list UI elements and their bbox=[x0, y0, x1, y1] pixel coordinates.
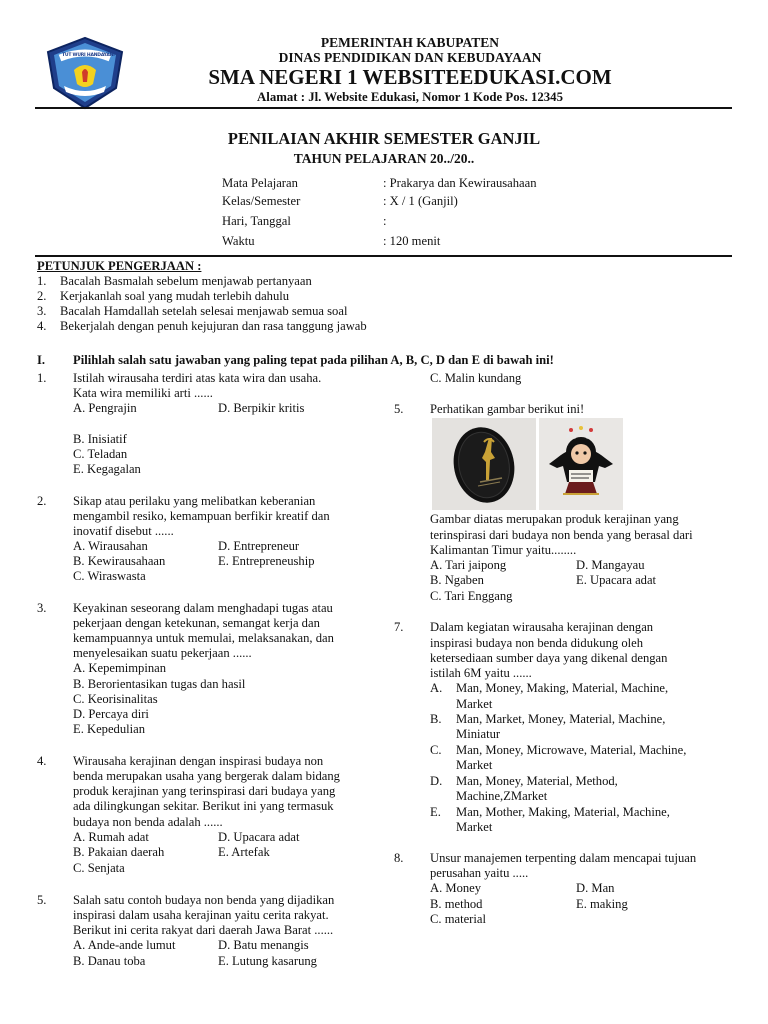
option-d[interactable]: Man, Money, Material, Method, bbox=[456, 774, 618, 788]
option-d[interactable]: D. Entrepreneur bbox=[218, 539, 300, 553]
question-text: kemampuannya untuk memulai, melaksanakan, dan bbox=[73, 631, 334, 645]
section-instruction: Pilihlah salah satu jawaban yang paling tepat pada pilihan A, B, C, D dan E di bawah ini! bbox=[73, 353, 554, 367]
option-a[interactable]: A. Rumah adat bbox=[73, 830, 149, 844]
doll-souvenir-icon bbox=[539, 418, 623, 510]
option-a[interactable]: A. Ande-ande lumut bbox=[73, 938, 176, 952]
souvenir-photo-1 bbox=[432, 418, 536, 510]
info-value: : 120 menit bbox=[383, 234, 441, 248]
option-c[interactable]: Man, Money, Microwave, Material, Machine, bbox=[456, 743, 687, 757]
option-letter: C. bbox=[430, 743, 442, 757]
option-b-cont[interactable]: Miniatur bbox=[456, 727, 501, 741]
question-text: produk kerajinan yang terinspirasi dari budaya yang bbox=[73, 784, 336, 798]
option-e[interactable]: E. Kepedulian bbox=[73, 722, 146, 736]
question-text: inovatif disebut ...... bbox=[73, 524, 174, 538]
option-e[interactable]: E. Upacara adat bbox=[576, 573, 657, 587]
list-item: Bacalah Basmalah sebelum menjawab pertanyaan bbox=[60, 274, 312, 288]
info-label: Hari, Tanggal bbox=[222, 214, 291, 228]
header-rule bbox=[35, 107, 732, 109]
question-text: inspirasi dalam usaha kerajinan yaitu cerita rakyat. bbox=[73, 908, 329, 922]
option-c[interactable]: C. Tari Enggang bbox=[430, 589, 513, 603]
option-c[interactable]: C. Keorisinalitas bbox=[73, 692, 158, 706]
option-letter: E. bbox=[430, 805, 441, 819]
question-text: Istilah wirausaha terdiri atas kata wira dan usaha. bbox=[73, 371, 322, 385]
option-b[interactable]: B. Inisiatif bbox=[73, 432, 127, 446]
oval-souvenir-icon bbox=[432, 418, 536, 510]
option-c[interactable]: C. Teladan bbox=[73, 447, 128, 461]
list-item: Bekerjalah dengan penuh kejujuran dan rasa tanggung jawab bbox=[60, 319, 367, 333]
school-address: Alamat : Jl. Website Edukasi, Nomor 1 Kode Pos. 12345 bbox=[257, 90, 563, 104]
option-b[interactable]: B. Ngaben bbox=[430, 573, 484, 587]
question-number: 2. bbox=[37, 494, 47, 508]
option-b[interactable]: B. method bbox=[430, 897, 483, 911]
question-text: budaya non benda adalah ...... bbox=[73, 815, 223, 829]
option-b[interactable]: Man, Market, Money, Material, Machine, bbox=[456, 712, 666, 726]
option-e[interactable]: E. Entrepreneuship bbox=[218, 554, 315, 568]
question-text: istilah 6M yaitu ...... bbox=[430, 666, 532, 680]
question-number: 5. bbox=[394, 402, 404, 416]
question-text: perusahan yaitu ..... bbox=[430, 866, 529, 880]
list-item: Kerjakanlah soal yang mudah terlebih dahulu bbox=[60, 289, 290, 303]
option-b[interactable]: B. Pakaian daerah bbox=[73, 845, 165, 859]
question-number: 3. bbox=[37, 601, 47, 615]
option-e[interactable]: E. Artefak bbox=[218, 845, 270, 859]
question-text: terinspirasi dari budaya non benda yang berasal dari bbox=[430, 528, 693, 542]
question-text: Unsur manajemen terpenting dalam mencapai tujuan bbox=[430, 851, 697, 865]
question-text: Dalam kegiatan wirausaha kerajinan dengan bbox=[430, 620, 654, 634]
logo-caption: TUT WURI HANDAYANI bbox=[62, 53, 115, 58]
option-b[interactable]: B. Berorientasikan tugas dan hasil bbox=[73, 677, 246, 691]
option-d[interactable]: D. Percaya diri bbox=[73, 707, 149, 721]
option-c[interactable]: C. Wiraswasta bbox=[73, 569, 146, 583]
info-value: : Prakarya dan Kewirausahaan bbox=[383, 176, 537, 190]
exam-year: TAHUN PELAJARAN 20../20.. bbox=[293, 151, 475, 166]
section-number: I. bbox=[37, 353, 46, 367]
option-a[interactable]: A. Kepemimpinan bbox=[73, 661, 167, 675]
question-text: pekerjaan dengan ketekunan, semangat kerja dan bbox=[73, 616, 320, 630]
option-b[interactable]: B. Danau toba bbox=[73, 954, 146, 968]
info-value: : bbox=[383, 214, 387, 228]
option-a-cont[interactable]: Market bbox=[456, 697, 493, 711]
option-e[interactable]: E. Lutung kasarung bbox=[218, 954, 317, 968]
exam-title: PENILAIAN AKHIR SEMESTER GANJIL bbox=[227, 129, 541, 148]
list-item-number: 4. bbox=[37, 319, 47, 333]
option-a[interactable]: Man, Money, Making, Material, Machine, bbox=[456, 681, 669, 695]
list-item-number: 1. bbox=[37, 274, 47, 288]
option-e[interactable]: Man, Mother, Making, Material, Machine, bbox=[456, 805, 670, 819]
instructions-heading: PETUNJUK PENGERJAAN : bbox=[37, 259, 202, 273]
option-d[interactable]: D. Mangayau bbox=[576, 558, 645, 572]
info-value: : X / 1 (Ganjil) bbox=[383, 194, 458, 208]
question-number: 7. bbox=[394, 620, 404, 634]
list-item-number: 2. bbox=[37, 289, 47, 303]
option-letter: B. bbox=[430, 712, 442, 726]
question-number: 5. bbox=[37, 893, 47, 907]
option-a[interactable]: A. Tari jaipong bbox=[430, 558, 507, 572]
option-d[interactable]: D. Berpikir kritis bbox=[218, 401, 305, 415]
option-a[interactable]: A. Money bbox=[430, 881, 482, 895]
info-label: Mata Pelajaran bbox=[222, 176, 298, 190]
list-item: Bacalah Hamdallah setelah selesai menjawab semua soal bbox=[60, 304, 348, 318]
question-text: mengambil resiko, kemampuan berfikir kreatif dan bbox=[73, 509, 330, 523]
option-d[interactable]: D. Batu menangis bbox=[218, 938, 309, 952]
question-text: ketersediaan sumber daya yang dikenal dengan bbox=[430, 651, 668, 665]
option-letter: D. bbox=[430, 774, 443, 788]
info-rule bbox=[35, 255, 732, 257]
question-text: Keyakinan seseorang dalam menghadapi tugas atau bbox=[73, 601, 333, 615]
option-c-cont[interactable]: Market bbox=[456, 758, 493, 772]
option-letter: A. bbox=[430, 681, 443, 695]
question-text: Perhatikan gambar berikut ini! bbox=[430, 402, 585, 416]
option-a[interactable]: A. Wirausahan bbox=[73, 539, 148, 553]
info-label: Kelas/Semester bbox=[222, 194, 301, 208]
option-d-cont[interactable]: Machine,ZMarket bbox=[456, 789, 548, 803]
question-text: Kata wira memiliki arti ...... bbox=[73, 386, 213, 400]
option-e[interactable]: E. making bbox=[576, 897, 628, 911]
question-number: 4. bbox=[37, 754, 47, 768]
question-text: Wirausaha kerajinan dengan inspirasi budaya non bbox=[73, 754, 324, 768]
souvenir-photo-2 bbox=[539, 418, 623, 510]
school-name: SMA NEGERI 1 WEBSITEEDUKASI.COM bbox=[208, 65, 612, 89]
question-text: Sikap atau perilaku yang melibatkan keberanian bbox=[73, 494, 316, 508]
option-b[interactable]: B. Kewirausahaan bbox=[73, 554, 166, 568]
option-c[interactable]: C. material bbox=[430, 912, 486, 926]
question-text: Kalimantan Timur yaitu........ bbox=[430, 543, 577, 557]
question-text: Gambar diatas merupakan produk kerajinan yang bbox=[430, 512, 679, 526]
question-number: 1. bbox=[37, 371, 47, 385]
option-e-cont[interactable]: Market bbox=[456, 820, 493, 834]
question-text: menyelesaikan suatu pekerjaan ...... bbox=[73, 646, 252, 660]
option-c[interactable]: C. Senjata bbox=[73, 861, 125, 875]
question-text: ada dilingkungan sekitar. Berikut ini yang termasuk bbox=[73, 799, 334, 813]
info-label: Waktu bbox=[222, 234, 255, 248]
option-d[interactable]: D. Man bbox=[576, 881, 615, 895]
header-line-1: PEMERINTAH KABUPATEN bbox=[320, 35, 500, 50]
question-text: Salah satu contoh budaya non benda yang dijadikan bbox=[73, 893, 335, 907]
option-c[interactable]: C. Malin kundang bbox=[430, 371, 522, 385]
header-line-2: DINAS PENDIDIKAN DAN KEBUDAYAAN bbox=[278, 50, 542, 65]
question-text: inspirasi budaya non benda didukung oleh bbox=[430, 636, 644, 650]
question-text: benda merupakan usaha yang bergerak dalam bidang bbox=[73, 769, 340, 783]
list-item-number: 3. bbox=[37, 304, 47, 318]
option-e[interactable]: E. Kegagalan bbox=[73, 462, 141, 476]
question-number: 8. bbox=[394, 851, 404, 865]
option-a[interactable]: A. Pengrajin bbox=[73, 401, 137, 415]
question-text: Berikut ini cerita rakyat dari daerah Jawa Barat ...... bbox=[73, 923, 334, 937]
option-d[interactable]: D. Upacara adat bbox=[218, 830, 300, 844]
